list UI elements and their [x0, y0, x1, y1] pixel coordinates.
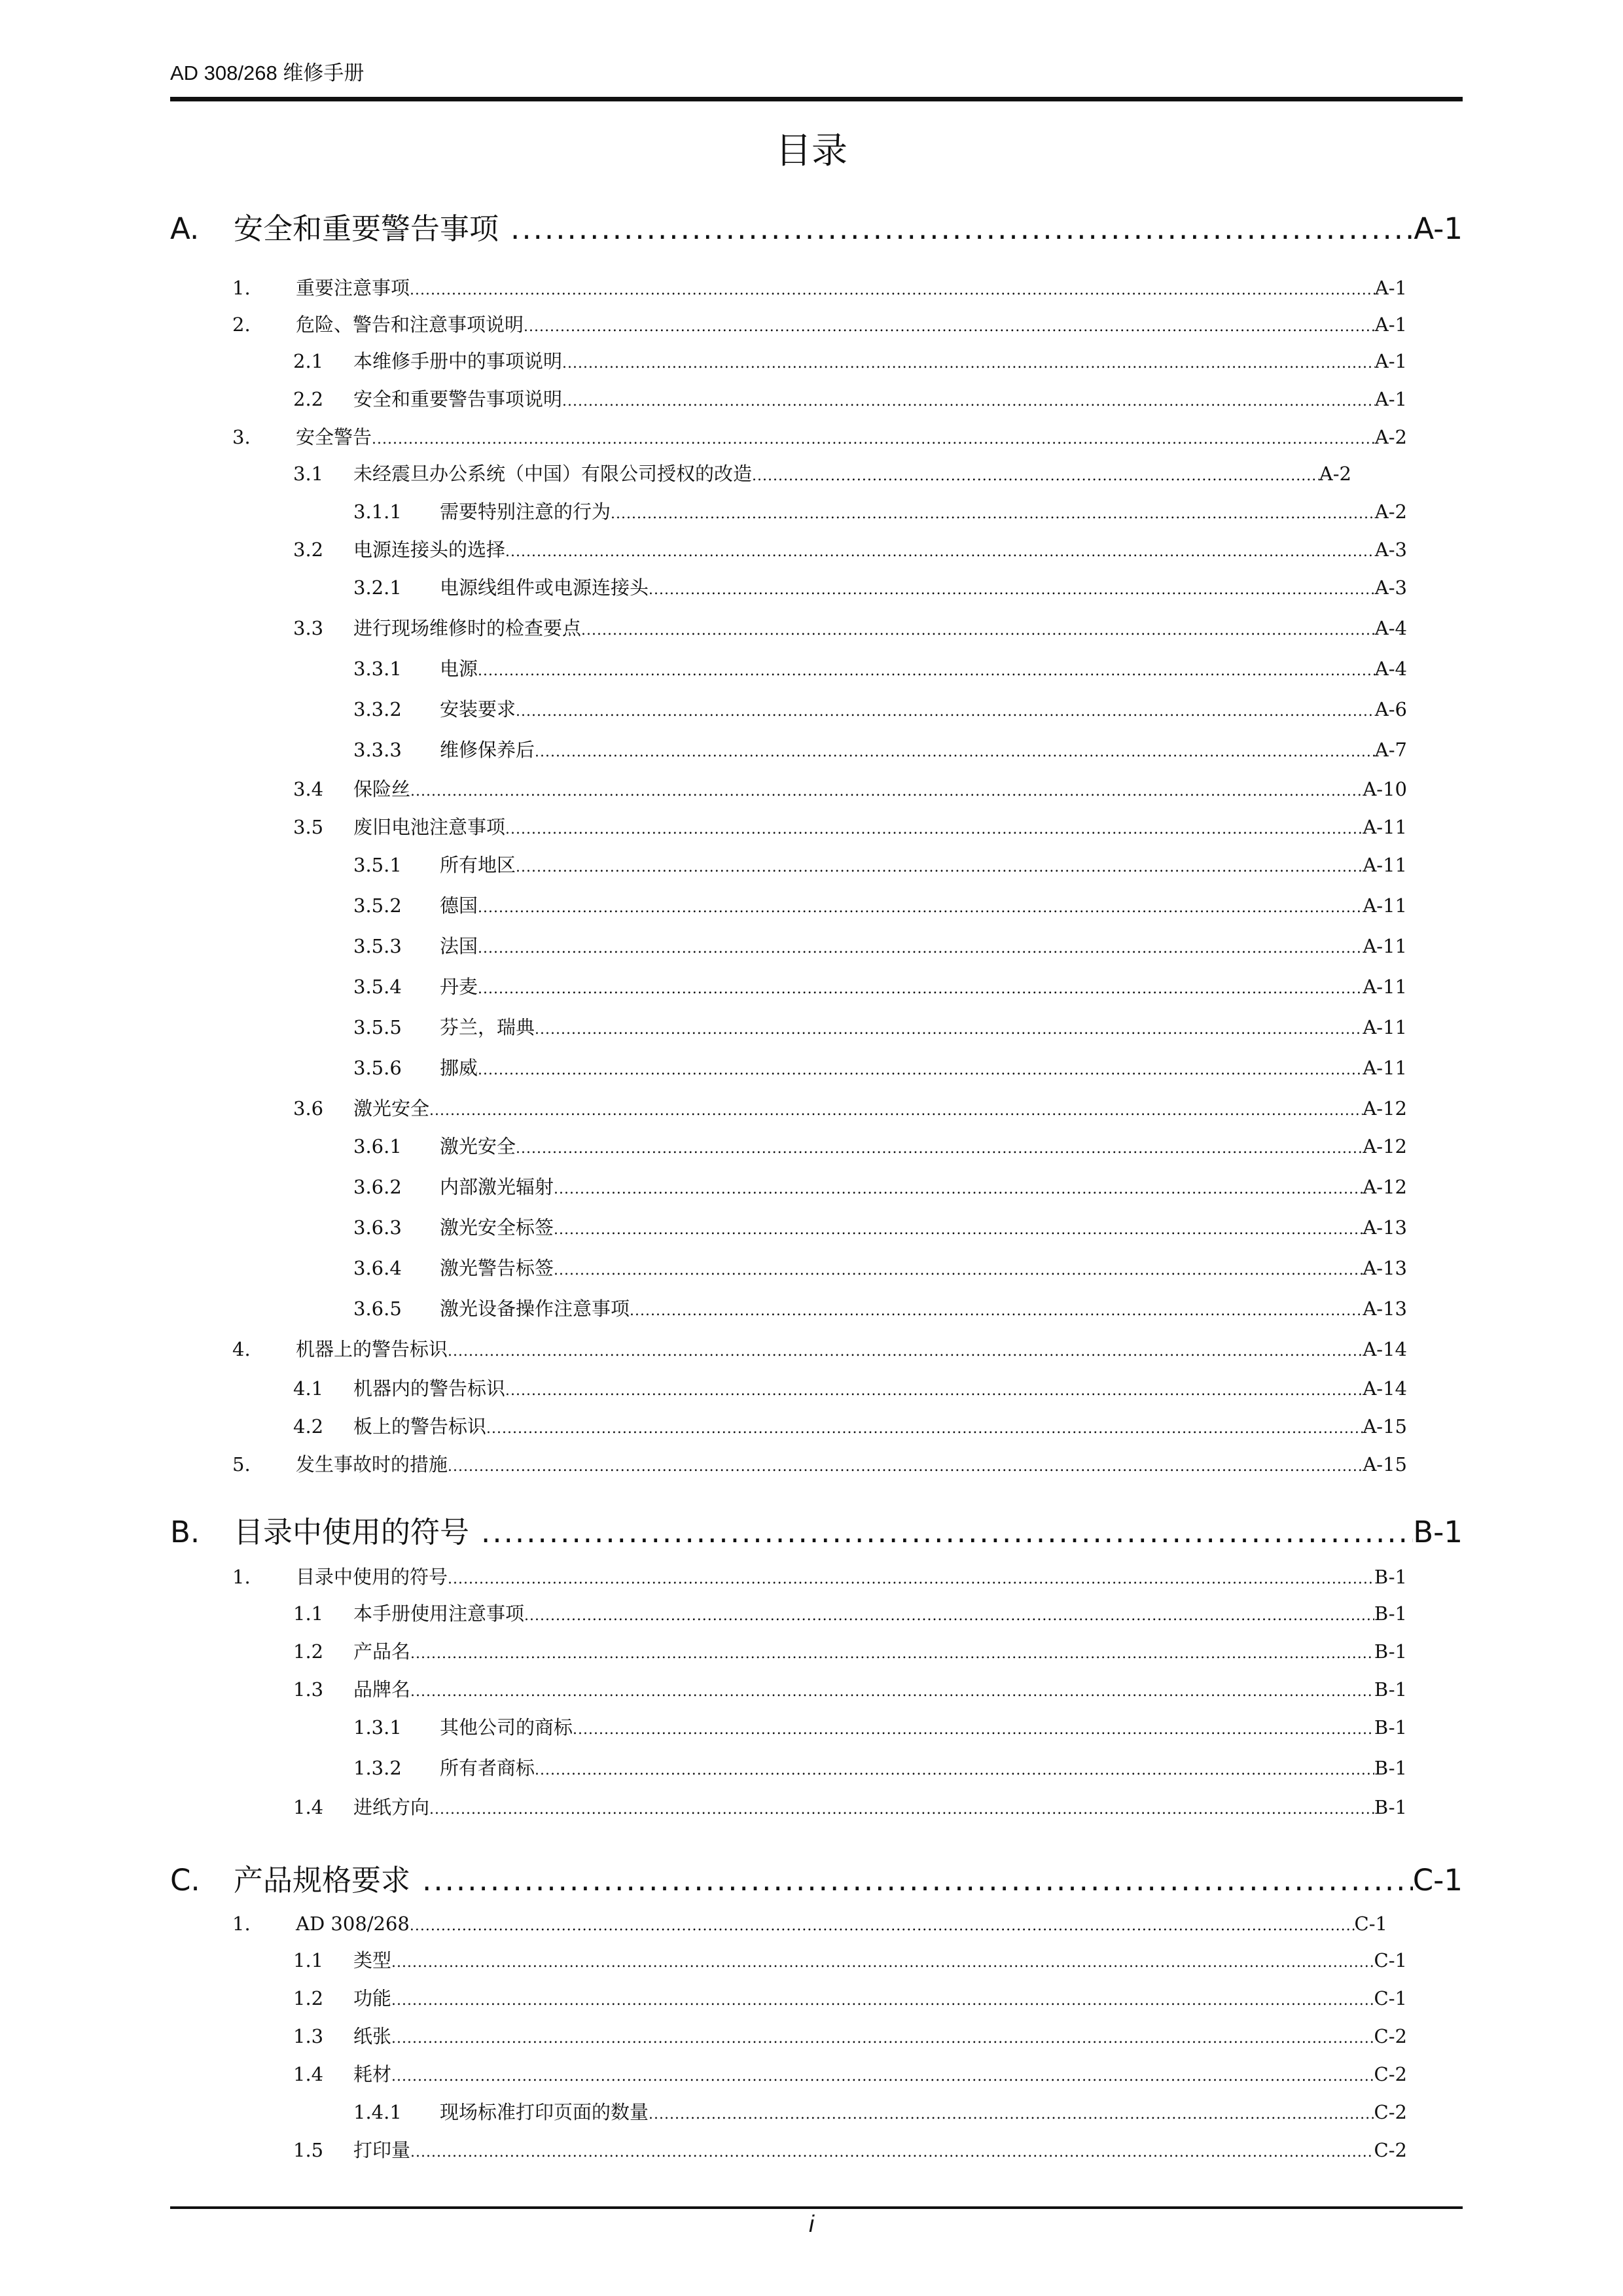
- toc-page-number: A-15: [1363, 1415, 1407, 1438]
- toc-page-number: C-2: [1374, 2139, 1407, 2161]
- toc-leader-dots: [562, 389, 1375, 415]
- toc-title: 产品名: [353, 1640, 411, 1663]
- toc-number: 3.2: [293, 539, 324, 561]
- toc-entry[interactable]: [293, 776, 1407, 802]
- toc-title: 安装要求: [440, 698, 516, 720]
- toc-leader-dots: [410, 1679, 1374, 1705]
- toc-page-number: A-1: [1374, 277, 1407, 299]
- toc-entry[interactable]: [353, 1755, 1407, 1781]
- toc-entry[interactable]: [353, 2099, 1407, 2125]
- toc-page-number: A-11: [1363, 854, 1407, 876]
- toc-leader-dots: [524, 314, 1375, 340]
- toc-number: 1.3: [293, 2025, 324, 2047]
- toc-entry[interactable]: [293, 348, 1407, 374]
- toc-title: 挪威: [440, 1057, 478, 1079]
- toc-title: 未经震旦办公系统（中国）有限公司授权的改造: [353, 463, 753, 485]
- toc-number: 1.3: [293, 1678, 324, 1701]
- toc-number: 1.3.1: [353, 1716, 402, 1739]
- toc-page-number: A-13: [1363, 1257, 1407, 1279]
- toc-page-number: A-1: [1374, 388, 1407, 410]
- toc-number: 1.4.1: [353, 2101, 402, 2123]
- toc-leader-dots: [448, 1566, 1374, 1593]
- toc-title: 激光安全: [353, 1097, 430, 1120]
- toc-entry[interactable]: [293, 1375, 1407, 1402]
- toc-number: 3.5.6: [353, 1057, 402, 1079]
- toc-title: 电源连接头的选择: [353, 539, 506, 561]
- toc-leader-dots: [554, 1217, 1363, 1243]
- toc-page-number: A-3: [1374, 576, 1407, 599]
- toc-page-number: A-7: [1374, 739, 1407, 761]
- toc-page-number: A-12: [1363, 1097, 1407, 1120]
- toc-leader-dots: [562, 351, 1375, 377]
- toc-page-number: A-2: [1374, 426, 1407, 448]
- toc-page-number: A-13: [1363, 1298, 1407, 1320]
- toc-title: 德国: [440, 894, 478, 917]
- toc-page-number: C-1: [1354, 1913, 1387, 1935]
- toc-page-number: A-14: [1363, 1377, 1407, 1400]
- toc-number: 3.2.1: [353, 576, 402, 599]
- toc-title: 进行现场维修时的检查要点: [353, 617, 582, 639]
- toc-leader-dots: [410, 2140, 1374, 2166]
- toc-leader-dots: [554, 1258, 1363, 1284]
- toc-entry[interactable]: [353, 574, 1407, 601]
- toc-leader-dots: [372, 427, 1375, 453]
- toc-page-number: A-12: [1363, 1176, 1407, 1198]
- toc-number: 1.: [232, 277, 251, 299]
- toc-page-number: C-2: [1374, 2063, 1407, 2085]
- toc-number: 3.1.1: [353, 501, 402, 523]
- toc-page-number: A-1: [1414, 211, 1463, 246]
- toc-title: 品牌名: [353, 1678, 411, 1701]
- toc-entry[interactable]: [293, 1095, 1407, 1122]
- toc-leader-dots: [581, 618, 1375, 644]
- toc-number: 1.2: [293, 1640, 324, 1663]
- toc-page-number: A-12: [1363, 1135, 1407, 1157]
- toc-title: 危险、警告和注意事项说明: [296, 313, 524, 336]
- toc-entry[interactable]: [293, 1985, 1407, 2011]
- toc-title: 功能: [353, 1987, 392, 2009]
- toc-number: 4.2: [293, 1415, 324, 1438]
- toc-number: 3.6.2: [353, 1176, 402, 1198]
- toc-number: 5.: [232, 1453, 251, 1475]
- toc-entry[interactable]: [353, 933, 1407, 959]
- toc-entry[interactable]: [353, 1214, 1407, 1241]
- toc-page-number: C-1: [1374, 1987, 1407, 2009]
- toc-section[interactable]: [170, 1861, 1463, 1900]
- toc-entry[interactable]: [293, 1947, 1407, 1973]
- toc-entry[interactable]: [293, 386, 1407, 412]
- toc-page-number: A-13: [1363, 1216, 1407, 1239]
- toc-title: 内部激光辐射: [440, 1176, 554, 1198]
- toc-title: 激光警告标签: [440, 1257, 554, 1279]
- toc-leader-dots: [516, 855, 1363, 881]
- toc-entry[interactable]: [232, 1911, 1387, 1937]
- toc-page-number: A-10: [1363, 778, 1407, 800]
- toc-number: 3.5.3: [353, 935, 402, 957]
- toc-title: 重要注意事项: [296, 277, 410, 299]
- toc-page-number: B-1: [1374, 1602, 1407, 1625]
- toc-number: 4.: [232, 1338, 251, 1360]
- toc-leader-dots: [410, 1913, 1355, 1939]
- toc-entry[interactable]: [353, 499, 1407, 525]
- toc-entry[interactable]: [293, 461, 1351, 487]
- toc-number: 3.5.5: [353, 1016, 402, 1038]
- toc-entry[interactable]: [232, 424, 1407, 450]
- toc-number: 3.6.3: [353, 1216, 402, 1239]
- toc-number: 3.6.1: [353, 1135, 402, 1157]
- toc-title: 本维修手册中的事项说明: [353, 350, 563, 372]
- toc-leader-dots: [505, 817, 1363, 843]
- toc-entry[interactable]: [293, 814, 1407, 840]
- toc-title: 激光设备操作注意事项: [440, 1298, 630, 1320]
- toc-number: 1.5: [293, 2139, 324, 2161]
- toc-leader-dots: [510, 209, 1414, 249]
- toc-number: 1.2: [293, 1987, 324, 2009]
- toc-page-number: A-15: [1363, 1453, 1407, 1475]
- toc-title: 现场标准打印页面的数量: [440, 2101, 649, 2123]
- toc-title: 维修保养后: [440, 739, 535, 761]
- toc-page-number: A-11: [1363, 976, 1407, 998]
- toc-leader-dots: [535, 739, 1375, 766]
- toc-entry[interactable]: [293, 537, 1407, 563]
- toc-entry[interactable]: [353, 892, 1407, 919]
- toc-leader-dots: [649, 577, 1375, 603]
- toc-leader-dots: [448, 1454, 1363, 1480]
- toc-entry[interactable]: [293, 1638, 1407, 1665]
- toc-leader-dots: [478, 1057, 1363, 1084]
- toc-section[interactable]: [170, 1513, 1463, 1552]
- toc-leader-dots: [481, 1513, 1413, 1552]
- toc-entry[interactable]: [353, 1714, 1407, 1740]
- toc-number: 2.: [232, 313, 251, 336]
- toc-number: A.: [170, 211, 200, 246]
- toc-title: 法国: [440, 935, 478, 957]
- toc-entry[interactable]: [293, 1794, 1407, 1820]
- toc-leader-dots: [478, 895, 1363, 921]
- toc-title: 进纸方向: [353, 1796, 430, 1818]
- toc-title: 激光安全: [440, 1135, 516, 1157]
- toc-title: 安全警告: [296, 426, 372, 448]
- toc-title: 安全和重要警告事项说明: [353, 388, 563, 410]
- toc-page-number: C-1: [1374, 1949, 1407, 1971]
- toc-page-number: A-1: [1374, 313, 1407, 336]
- toc-leader-dots: [554, 1176, 1363, 1203]
- toc-leader-dots: [429, 1797, 1374, 1823]
- toc-page-number: A-11: [1363, 894, 1407, 917]
- toc-page-number: B-1: [1374, 1796, 1407, 1818]
- toc-number: 3.5.4: [353, 976, 402, 998]
- toc-section[interactable]: [170, 209, 1463, 249]
- toc-entry[interactable]: [353, 852, 1407, 878]
- toc-number: 1.3.2: [353, 1757, 402, 1779]
- toc-title: 发生事故时的措施: [296, 1453, 448, 1475]
- toc-number: 1.1: [293, 1949, 324, 1971]
- toc-leader-dots: [535, 1017, 1363, 1043]
- toc-page-number: A-11: [1363, 1016, 1407, 1038]
- toc-number: 3.3.2: [353, 698, 402, 720]
- toc-leader-dots: [448, 1339, 1363, 1365]
- toc-title: 激光安全标签: [440, 1216, 554, 1239]
- toc-leader-dots: [391, 2026, 1374, 2052]
- toc-leader-dots: [505, 539, 1375, 565]
- toc-leader-dots: [535, 1757, 1374, 1784]
- toc-number: 1.: [232, 1913, 251, 1935]
- toc-leader-dots: [478, 936, 1363, 962]
- toc-number: 2.2: [293, 388, 324, 410]
- running-header: AD 308/268 维修手册: [170, 62, 365, 84]
- toc-leader-dots: [410, 277, 1375, 304]
- toc-entry[interactable]: [293, 2137, 1407, 2163]
- toc-leader-dots: [516, 1136, 1363, 1162]
- toc-title: 打印量: [353, 2139, 411, 2161]
- toc-number: 3.5.2: [353, 894, 402, 917]
- toc-entry[interactable]: [353, 1133, 1407, 1159]
- toc-leader-dots: [524, 1603, 1374, 1629]
- toc-leader-dots: [410, 779, 1363, 805]
- toc-entry[interactable]: [353, 1296, 1407, 1322]
- toc-leader-dots: [573, 1717, 1374, 1743]
- toc-leader-dots: [649, 2102, 1374, 2128]
- toc-page-number: A-1: [1374, 350, 1407, 372]
- page-number: i: [809, 2210, 814, 2237]
- toc-title: 类型: [353, 1949, 392, 1971]
- toc-page-number: B-1: [1413, 1515, 1463, 1549]
- toc-leader-dots: [505, 1378, 1363, 1404]
- toc-entry[interactable]: [232, 311, 1407, 338]
- toc-entry[interactable]: [353, 696, 1407, 722]
- toc-leader-dots: [752, 463, 1319, 489]
- toc-number: 4.1: [293, 1377, 324, 1400]
- toc-page-number: A-11: [1363, 816, 1407, 838]
- toc-number: 3.6.5: [353, 1298, 402, 1320]
- toc-entry[interactable]: [353, 1055, 1407, 1081]
- toc-entry[interactable]: [293, 2061, 1407, 2087]
- toc-number: 1.4: [293, 1796, 324, 1818]
- toc-title: 芬兰，瑞典: [440, 1016, 535, 1038]
- toc-page-number: A-11: [1363, 935, 1407, 957]
- toc-number: 3.3.3: [353, 739, 402, 761]
- toc-page-number: B-1: [1374, 1757, 1407, 1779]
- toc-leader-dots: [429, 1098, 1363, 1124]
- toc-leader-dots: [486, 1416, 1363, 1442]
- toc-title: AD 308/268: [296, 1913, 410, 1935]
- toc-page-number: A-2: [1374, 501, 1407, 523]
- toc-entry[interactable]: [353, 974, 1407, 1000]
- footer-rule: [170, 2206, 1463, 2209]
- toc-page-number: A-3: [1374, 539, 1407, 561]
- toc-number: 1.1: [293, 1602, 324, 1625]
- toc-title: 电源线组件或电源连接头: [440, 576, 649, 599]
- toc-title: 板上的警告标识: [353, 1415, 487, 1438]
- toc-number: 3.6.4: [353, 1257, 402, 1279]
- toc-number: 2.1: [293, 350, 324, 372]
- toc-page-number: C-2: [1374, 2101, 1407, 2123]
- toc-page-number: C-2: [1374, 2025, 1407, 2047]
- toc-title: 耗材: [353, 2063, 392, 2085]
- toc-entry[interactable]: [293, 615, 1407, 641]
- toc-entry[interactable]: [232, 1451, 1407, 1477]
- toc-page-number: B-1: [1374, 1566, 1407, 1588]
- toc-leader-dots: [422, 1861, 1413, 1900]
- page-title: 目录: [775, 130, 847, 171]
- toc-title: 所有者商标: [440, 1757, 535, 1779]
- toc-leader-dots: [630, 1298, 1363, 1324]
- toc-entry[interactable]: [293, 2023, 1407, 2049]
- toc-entry[interactable]: [353, 656, 1407, 682]
- toc-entry[interactable]: [353, 1014, 1407, 1040]
- toc-leader-dots: [478, 658, 1375, 684]
- toc-entry[interactable]: [232, 1564, 1407, 1590]
- toc-leader-dots: [410, 1641, 1374, 1667]
- toc-page-number: A-2: [1319, 463, 1351, 485]
- toc-page-number: B-1: [1374, 1716, 1407, 1739]
- toc-title: 纸张: [353, 2025, 392, 2047]
- toc-entry[interactable]: [232, 275, 1407, 301]
- toc-page-number: A-4: [1374, 658, 1407, 680]
- toc-number: 3.4: [293, 778, 324, 800]
- toc-page-number: A-6: [1374, 698, 1407, 720]
- toc-page-number: A-4: [1374, 617, 1407, 639]
- toc-number: B.: [170, 1515, 200, 1549]
- toc-entry[interactable]: [293, 1676, 1407, 1703]
- toc-title: 机器内的警告标识: [353, 1377, 506, 1400]
- toc-page-number: A-14: [1363, 1338, 1407, 1360]
- toc-title: 产品规格要求: [234, 1863, 411, 1898]
- toc-number: 3.5: [293, 816, 324, 838]
- toc-title: 丹麦: [440, 976, 478, 998]
- toc-title: 所有地区: [440, 854, 516, 876]
- toc-number: 1.4: [293, 2063, 324, 2085]
- toc-title: 其他公司的商标: [440, 1716, 573, 1739]
- toc-page-number: B-1: [1374, 1678, 1407, 1701]
- toc-number: 3.6: [293, 1097, 324, 1120]
- toc-page-number: B-1: [1374, 1640, 1407, 1663]
- toc-leader-dots: [516, 699, 1375, 725]
- toc-page-number: A-11: [1363, 1057, 1407, 1079]
- toc-number: C.: [170, 1863, 200, 1898]
- toc-title: 目录中使用的符号: [234, 1515, 470, 1549]
- toc-title: 电源: [440, 658, 478, 680]
- toc-entry[interactable]: [353, 737, 1407, 763]
- toc-title: 目录中使用的符号: [296, 1566, 448, 1588]
- toc-leader-dots: [478, 976, 1363, 1002]
- header-rule: [170, 97, 1463, 101]
- toc-entry[interactable]: [353, 1174, 1407, 1200]
- toc-title: 安全和重要警告事项: [234, 211, 499, 246]
- toc-leader-dots: [391, 1950, 1374, 1976]
- toc-entry[interactable]: [293, 1413, 1407, 1439]
- toc-number: 3.3: [293, 617, 324, 639]
- toc-number: 3.5.1: [353, 854, 402, 876]
- toc-number: 3.3.1: [353, 658, 402, 680]
- toc-number: 1.: [232, 1566, 251, 1588]
- toc-entry[interactable]: [293, 1600, 1407, 1627]
- toc-number: 3.1: [293, 463, 324, 485]
- toc-title: 保险丝: [353, 778, 411, 800]
- toc-leader-dots: [391, 1988, 1374, 2014]
- toc-title: 废旧电池注意事项: [353, 816, 506, 838]
- toc-page-number: C-1: [1412, 1863, 1463, 1898]
- toc-title: 机器上的警告标识: [296, 1338, 448, 1360]
- toc-leader-dots: [391, 2064, 1374, 2090]
- toc-leader-dots: [611, 501, 1375, 527]
- toc-entry[interactable]: [353, 1255, 1407, 1281]
- toc-title: 本手册使用注意事项: [353, 1602, 525, 1625]
- toc-number: 3.: [232, 426, 251, 448]
- toc-title: 需要特别注意的行为: [440, 501, 611, 523]
- toc-entry[interactable]: [232, 1336, 1407, 1362]
